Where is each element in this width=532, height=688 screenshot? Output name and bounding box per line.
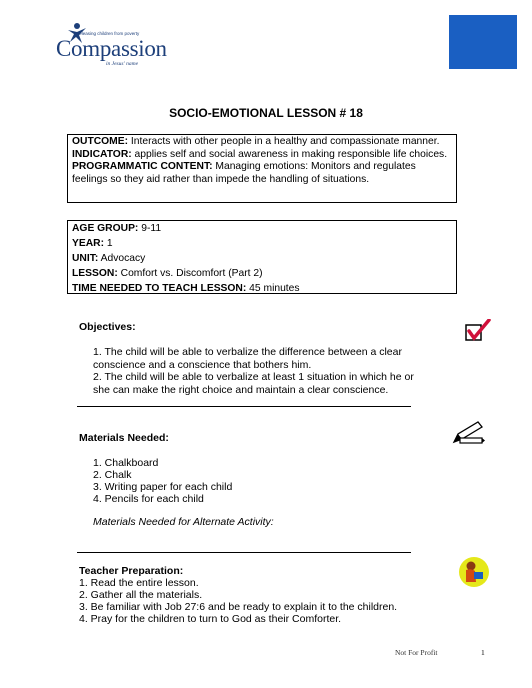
lesson-info-box (67, 220, 457, 294)
logo-name: Compassion (56, 36, 167, 61)
alternate-materials-label: Materials Needed for Alternate Activity: (93, 516, 274, 528)
list-item: 4. Pray for the children to turn to God as their Comforter. (79, 613, 342, 625)
indicator-text: applies self and social awareness in making responsible life choices. (131, 148, 448, 160)
age-row (72, 223, 452, 236)
list-item: 3. Be familiar with Job 27:6 and be ready to explain it to the children. (79, 601, 398, 613)
logo-tagline: Releasing children from poverty (76, 31, 140, 36)
objectives-heading: Objectives: (79, 321, 136, 333)
content-text: Managing emotions: Monitors and regulates feelings so they aid rather than impede the handling of situations. (72, 161, 416, 185)
indicator-label: INDICATOR: (72, 148, 132, 160)
list-item: 2. Gather all the materials. (79, 589, 203, 601)
year-value: 1 (104, 238, 113, 249)
page-title: SOCIO-EMOTIONAL LESSON # 18 (169, 106, 363, 120)
list-item: 4. Pencils for each child (93, 493, 204, 505)
year-row (72, 238, 452, 251)
preparation-heading: Teacher Preparation: (79, 565, 184, 577)
list-item: 1. Read the entire lesson. (79, 577, 199, 589)
objective-item-2: 2. The child will be able to verbalize at least 1 situation in which he or she can make the right choice and maintain a clear conscience. (93, 371, 414, 396)
content-row (72, 161, 452, 186)
objective-item-1: 1. The child will be able to verbalize the difference between a clear conscience and a conscience that bothers him. (93, 346, 402, 371)
teacher-reading-icon (458, 556, 490, 588)
list-item: 3. Writing paper for each child (93, 481, 233, 493)
compassion-logo (54, 22, 167, 72)
pencil-crayon-icon (452, 420, 486, 446)
time-value: 45 minutes (246, 283, 300, 294)
blue-color-block (449, 15, 517, 69)
logo-subtitle: in Jesus' name (106, 61, 139, 67)
materials-list (93, 457, 232, 505)
outcome-label: OUTCOME: (72, 136, 129, 147)
lesson-value: Comfort vs. Discomfort (Part 2) (117, 268, 263, 279)
time-row (72, 283, 452, 296)
age-value: 9-11 (138, 223, 162, 234)
lesson-label: LESSON: (72, 268, 118, 279)
objectives-divider (77, 406, 411, 407)
outcome-text: Interacts with other people in a healthy and compassionate manner. (128, 136, 440, 147)
outcome-row (72, 136, 452, 149)
list-item: 1. Chalkboard (93, 457, 159, 469)
checkmark-box-icon (465, 319, 491, 343)
materials-divider (77, 552, 411, 553)
unit-label: UNIT: (72, 253, 99, 264)
outcome-box (67, 134, 457, 203)
content-label: PROGRAMMATIC CONTENT: (72, 161, 213, 172)
unit-value: Advocacy (98, 253, 146, 264)
unit-row (72, 253, 452, 266)
year-label: YEAR: (72, 238, 105, 249)
time-label: TIME NEEDED TO TEACH LESSON: (72, 283, 247, 294)
page-number: 1 (481, 648, 485, 657)
materials-heading: Materials Needed: (79, 432, 169, 444)
preparation-list (79, 577, 397, 625)
indicator-row (72, 149, 452, 162)
footer-text: Not For Profit (395, 648, 438, 657)
age-label: AGE GROUP: (72, 223, 139, 234)
lesson-row (72, 268, 452, 281)
list-item: 2. Chalk (93, 469, 132, 481)
